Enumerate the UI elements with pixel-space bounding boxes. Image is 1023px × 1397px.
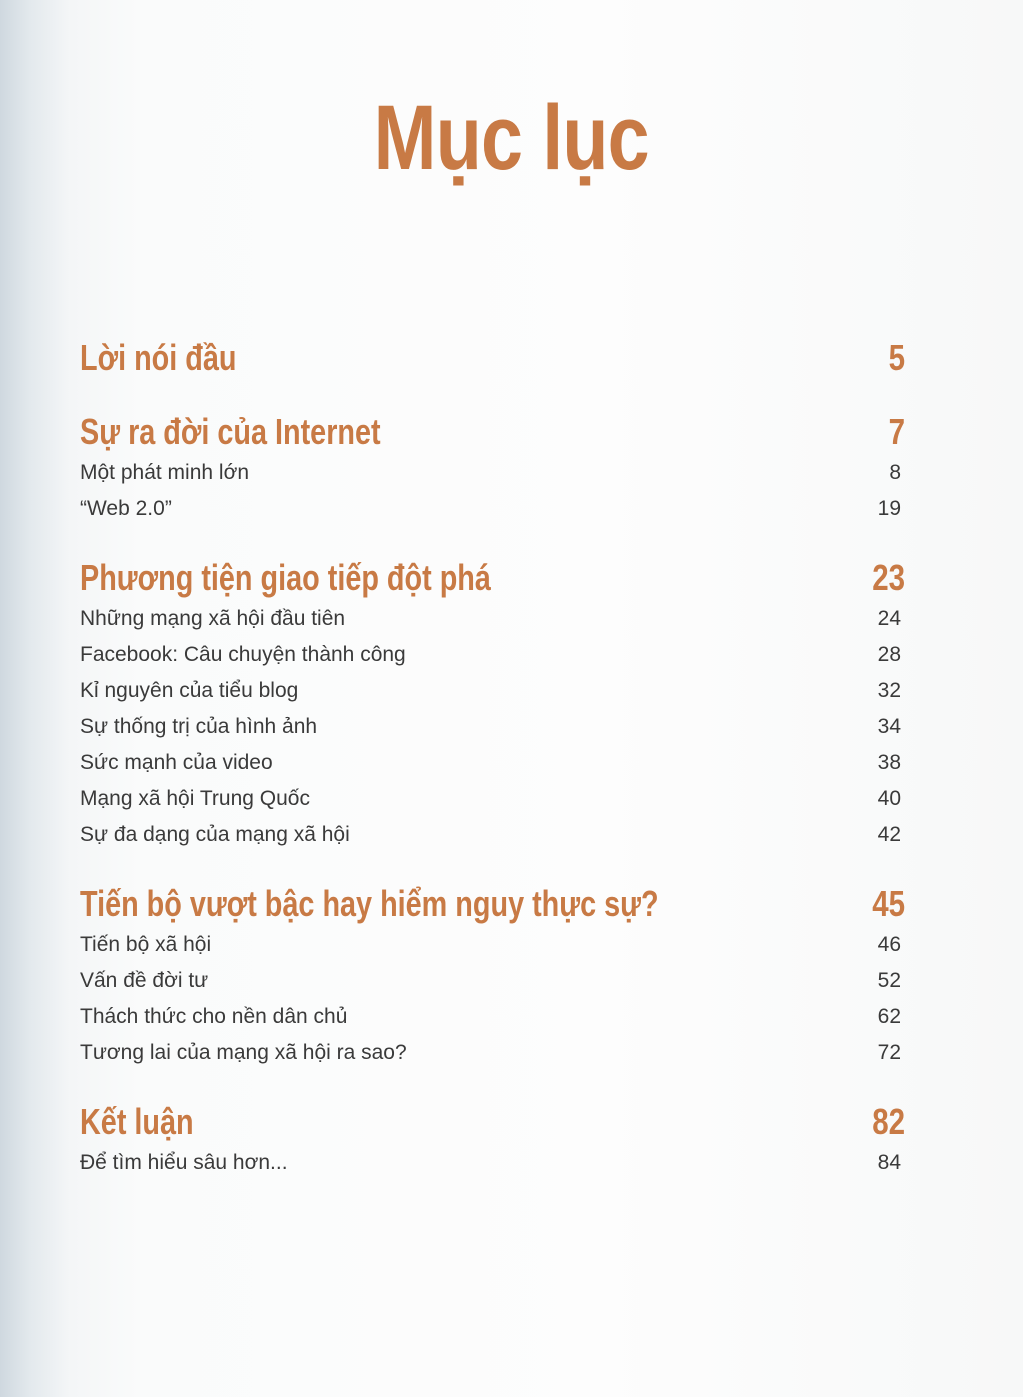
entry-title: Thách thức cho nền dân chủ [80,1005,348,1028]
entry-page-number: 28 [877,643,901,666]
entry-page-number: 72 [877,1041,901,1064]
toc-section-heading[interactable] [80,1100,905,1144]
toc-section-heading[interactable] [80,882,905,926]
toc-entry[interactable] [80,712,901,742]
section-title: Tiến bộ vượt bậc hay hiểm nguy thực sự? [80,883,659,924]
entry-title: Facebook: Câu chuyện thành công [80,643,406,666]
entry-title: Những mạng xã hội đầu tiên [80,607,346,630]
section-page-number: 5 [888,337,905,378]
section-title: Kết luận [80,1101,194,1142]
entry-page-number: 32 [877,679,901,702]
entry-page-number: 52 [877,969,901,992]
section-page-number: 7 [888,411,905,452]
entry-title: Tương lai của mạng xã hội ra sao? [80,1041,407,1064]
toc-entry[interactable] [80,1038,901,1068]
entry-title: Tiến bộ xã hội [80,933,212,956]
entry-page-number: 62 [877,1005,901,1028]
section-page-number: 23 [872,557,905,598]
toc-entry[interactable] [80,640,901,670]
section-page-number: 45 [872,883,905,924]
entry-page-number: 19 [877,497,901,520]
entry-title: Một phát minh lớn [80,461,250,484]
toc-entry[interactable] [80,966,901,996]
toc-entry[interactable] [80,748,901,778]
entry-title: Kỉ nguyên của tiểu blog [80,679,299,702]
entry-title: “Web 2.0” [80,497,172,520]
toc-entry[interactable] [80,930,901,960]
entry-page-number: 24 [877,607,901,630]
toc-entry[interactable] [80,676,901,706]
toc-entry[interactable] [80,1148,901,1178]
toc-section-heading[interactable] [80,336,905,380]
section-title: Phương tiện giao tiếp đột phá [80,557,491,598]
entry-title: Vấn đề đời tư [80,969,209,992]
section-title: Sự ra đời của Internet [80,411,381,452]
toc-entry[interactable] [80,1002,901,1032]
entry-page-number: 34 [877,715,901,738]
toc-entry[interactable] [80,458,901,488]
toc-entry[interactable] [80,784,901,814]
section-title: Lời nói đầu [80,337,237,378]
toc-section-heading[interactable] [80,556,905,600]
toc-entry[interactable] [80,604,901,634]
entry-title: Để tìm hiểu sâu hơn... [80,1151,288,1174]
section-page-number: 82 [872,1101,905,1142]
page-title: Mục lục [373,87,649,189]
entry-page-number: 46 [877,933,901,956]
entry-page-number: 42 [877,823,901,846]
toc-entry[interactable] [80,494,901,524]
entry-title: Sự thống trị của hình ảnh [80,715,318,738]
entry-page-number: 38 [877,751,901,774]
toc-entry[interactable] [80,820,901,850]
toc-section-heading[interactable] [80,410,905,454]
entry-title: Sức mạnh của video [80,751,273,774]
entry-page-number: 8 [889,461,901,484]
entry-title: Sự đa dạng của mạng xã hội [80,823,350,846]
entry-page-number: 84 [877,1151,901,1174]
entry-page-number: 40 [877,787,901,810]
entry-title: Mạng xã hội Trung Quốc [80,787,310,810]
